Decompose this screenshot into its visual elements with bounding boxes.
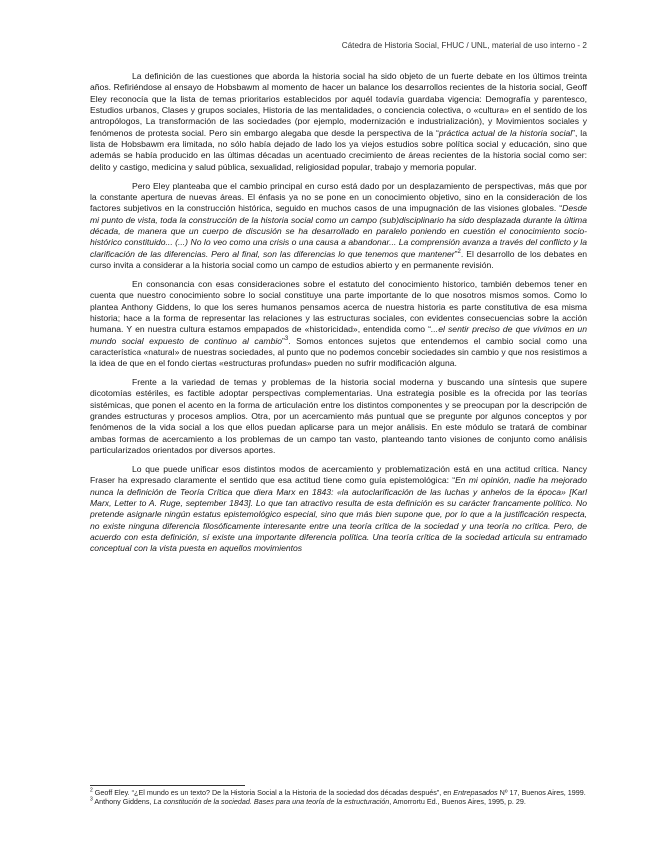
footnote-divider — [90, 785, 245, 786]
document-body — [90, 71, 587, 562]
paragraph-4: Frente a la variedad de temas y problemas de la historia social moderna y buscando una síntesis que supere dicotomías estériles, es factible adoptar perspectivas complementarias. Una estrategia posible es la ofrecida por las teorías sistémicas, que ponen el acento en la forma de articulación entre los distintos componentes y se preocupan por la descripción de grandes estructuras y procesos amplios. Otra, por un acercamiento más puntual que se pregunte por algunos conceptos y por fenómenos de la vida social a los que ellos puedan aplicarse para un mejor análisis. En este módulo se tratará de combinar ambas formas de acercamiento a los problemas de un campo tan vasto, planteando tanto visiones de conjunto como análisis particularizados orientados por diversos aportes. — [90, 377, 587, 456]
page-header: Cátedra de Historia Social, FHUC / UNL, material de uso interno - 2 — [341, 41, 587, 50]
footnote-2: $^2$ Geoff Eley. “¿El mundo es un texto? De la Historia Social a la Historia de la sociedad dos décadas después”, en Entrepasados Nº 17, Buenos Aires, 1999. — [90, 787, 586, 797]
footnote-ref-2[interactable]: 2 — [457, 248, 461, 255]
paragraph-2: Pero Eley planteaba que el cambio principal en curso está dado por un desplazamiento de perspectivas, más que por la constante apertura de nuevas áreas. El énfasis ya no se pone en un conocimiento objetivo, sino en la consideración de los factores subjetivos en la construcción histórica, seguido en muchos casos de una impugnación de las visiones globales. “Desde mi punto de vista, toda la construcción de la historia social como un campo (sub)disciplinario ha sido desplazada durante la última década, de manera que un cuerpo de discusión se ha desarrollado en paralelo poniendo en cuestión el conocimiento socio-histórico constituido... (...) No lo veo como una crisis o una causa a abandonar... La comprensión avanza a través del conflicto y la clarificación de las diferencias. Pero al final, son las diferencias lo que tenemos que mantener”$^2$. El desarrollo de los debates en curso invita a considerar a la historia social como un campo de estudios abierto y en permanente revisión. — [90, 180, 587, 270]
footnote-3: $^3$ Anthony Giddens, La constitución de la sociedad. Bases para una teoría de la estructuración, Amorrortu Ed., Buenos Aires, 1995, p. 29. — [90, 796, 526, 806]
footnotes — [90, 785, 587, 806]
footnote-ref-3[interactable]: 3 — [284, 335, 289, 342]
paragraph-1: La definición de las cuestiones que aborda la historia social ha sido objeto de un fuerte debate en los últimos treinta años. Refiriéndose al ensayo de Hobsbawm al momento de hacer un balance los desarrollos recientes de la historia social, Geoff Eley reconocía que la lista de temas prioritarios establecidos por aquél todavía guardaba vigencia: Demografía y parentesco, Estudios urbanos, Clases y grupos sociales, Historia de las mentalidades, o conciencia colectiva, o «cultura» en el sentido de los antropólogos, La transformación de las sociedades (por ejemplo, modernización e industrialización), y Movimientos sociales y fenómenos de protesta social. Pero sin embargo alegaba que desde la perspectiva de la “práctica actual de la historia social”, la lista de Hobsbawm era limitada, no sólo había dejado de lado los ya viejos estudios sobre política social y educación, sino que además se había producido en las últimas décadas un acentuado crecimiento de áreas recientes de la historia social como ser: delito y castigo, medicina y salud pública, sexualidad, religiosidad popular, trabajo y memoria popular. — [90, 71, 587, 172]
paragraph-5: Lo que puede unificar esos distintos modos de acercamiento y problematización está en una actitud crítica. Nancy Fraser ha expresado claramente el sentido que esa actitud tiene como guía epistemológica: “En mi opinión, nadie ha mejorado nunca la definición de Teoría Crítica que diera Marx en 1843: «la autoclarificación de las luchas y anhelos de la época» [Karl Marx, Letter to A. Ruge, september 1843]. Lo que tan atractivo resulta de esta definición es su carácter francamente político. No pretende asignarle ningún estatus epistemológico especial, sino que más bien supone que, por lo que a la justificación respecta, no existe ninguna diferencia filosóficamente interesante entre una teoría crítica de la sociedad y una teoría no crítica. Pero, de acuerdo con esta definición, sí existe una importante diferencia política. Una teoría crítica de la sociedad articula su entramado conceptual con la vista puesta en aquellos movimientos — [90, 464, 587, 554]
paragraph-3: En consonancia con esas consideraciones sobre el estatuto del conocimiento historico, también debemos tener en cuenta que nuestro conocimiento sobre lo social constituye una parte importante de lo que nosotros mismos somos. Como lo plantea Anthony Giddens, lo que los seres humanos pensamos acerca de nuestra historia es parte constitutiva de esa misma historia; hace a la forma de representar las relaciones y las estructuras sociales, con evidentes consecuencias sobre la acción humana. Y en nuestra cultura estamos empapados de «historicidad», entendida como “...el sentir preciso de que vivimos en un mundo social expuesto de continuo al cambio”$^3$. Somos entonces sujetos que entendemos el cambio social como una característica «natural» de nuestras sociedades, al punto que no podemos concebir sociedades sin cambio y que nos resistimos a la idea de que en el fondo ciertas «estructuras profundas» pueden no sufrir modificación alguna. — [90, 278, 587, 369]
